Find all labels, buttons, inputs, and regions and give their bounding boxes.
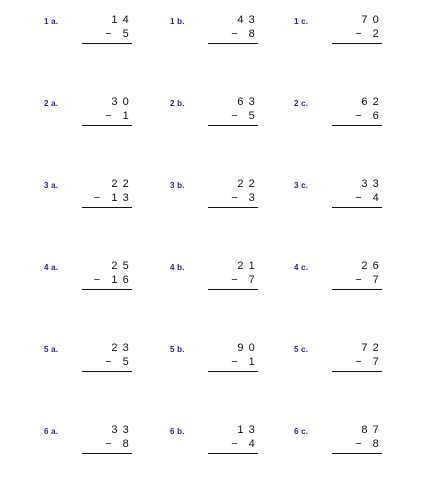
minus-sign: −	[105, 110, 112, 122]
answer-line	[82, 43, 132, 44]
subtrahend: 8	[248, 28, 260, 40]
answer-line	[82, 371, 132, 372]
problem-6b	[170, 426, 270, 466]
answer-line	[332, 371, 382, 372]
problem-1c	[294, 16, 394, 56]
problem-4a	[44, 262, 144, 302]
minus-sign: −	[231, 356, 238, 368]
subtrahend: 2	[372, 28, 384, 40]
minuend: 30	[111, 96, 134, 108]
answer-line	[82, 289, 132, 290]
subtrahend: 5	[248, 110, 260, 122]
subtrahend: 7	[248, 274, 260, 286]
problem-label: 6 b.	[170, 427, 185, 436]
problem-label: 5 a.	[44, 345, 59, 354]
minus-sign: −	[355, 356, 362, 368]
minuend: 87	[361, 424, 384, 436]
answer-line	[208, 207, 258, 208]
minuend: 90	[237, 342, 260, 354]
minuend: 26	[361, 260, 384, 272]
answer-line	[332, 289, 382, 290]
minus-sign: −	[105, 28, 112, 40]
minus-sign: −	[105, 356, 112, 368]
answer-line	[208, 453, 258, 454]
problem-label: 3 a.	[44, 181, 59, 190]
answer-line	[82, 453, 132, 454]
minuend: 62	[361, 96, 384, 108]
subtrahend: 1	[248, 356, 260, 368]
problem-6c	[294, 426, 394, 466]
problem-label: 2 a.	[44, 99, 59, 108]
minus-sign: −	[355, 28, 362, 40]
problem-3b	[170, 180, 270, 220]
minuend: 43	[237, 14, 260, 26]
subtrahend: 8	[372, 438, 384, 450]
problem-label: 1 a.	[44, 17, 59, 26]
problem-label: 1 c.	[294, 17, 309, 26]
answer-line	[208, 371, 258, 372]
minus-sign: −	[231, 110, 238, 122]
problem-label: 4 c.	[294, 263, 309, 272]
minuend: 23	[111, 342, 134, 354]
minuend: 13	[237, 424, 260, 436]
minuend: 33	[111, 424, 134, 436]
subtrahend: 7	[372, 356, 384, 368]
subtrahend: 13	[111, 192, 134, 204]
minus-sign: −	[231, 274, 238, 286]
problem-4b	[170, 262, 270, 302]
problem-label: 2 c.	[294, 99, 309, 108]
subtrahend: 6	[372, 110, 384, 122]
minuend: 63	[237, 96, 260, 108]
problem-5c	[294, 344, 394, 384]
problem-label: 2 b.	[170, 99, 185, 108]
subtrahend: 1	[122, 110, 134, 122]
answer-line	[208, 43, 258, 44]
problem-3c	[294, 180, 394, 220]
minus-sign: −	[231, 192, 238, 204]
answer-line	[332, 125, 382, 126]
minus-sign: −	[355, 192, 362, 204]
subtrahend: 8	[122, 438, 134, 450]
subtrahend: 5	[122, 356, 134, 368]
minus-sign: −	[231, 438, 238, 450]
problem-label: 1 b.	[170, 17, 185, 26]
minuend: 72	[361, 342, 384, 354]
answer-line	[332, 43, 382, 44]
problem-label: 6 c.	[294, 427, 309, 436]
subtrahend: 4	[248, 438, 260, 450]
problem-label: 4 a.	[44, 263, 59, 272]
minuend: 14	[111, 14, 134, 26]
minuend: 33	[361, 178, 384, 190]
problem-6a	[44, 426, 144, 466]
problem-label: 4 b.	[170, 263, 185, 272]
problem-4c	[294, 262, 394, 302]
problem-label: 5 c.	[294, 345, 309, 354]
minus-sign: −	[105, 438, 112, 450]
minus-sign: −	[231, 28, 238, 40]
problem-2c	[294, 98, 394, 138]
minus-sign: −	[93, 192, 101, 204]
problem-2b	[170, 98, 270, 138]
problem-label: 3 c.	[294, 181, 309, 190]
problem-2a	[44, 98, 144, 138]
answer-line	[332, 453, 382, 454]
minus-sign: −	[355, 110, 362, 122]
minuend: 22	[111, 178, 134, 190]
problem-label: 5 b.	[170, 345, 185, 354]
problem-1a	[44, 16, 144, 56]
subtrahend: 3	[248, 192, 260, 204]
problem-label: 3 b.	[170, 181, 185, 190]
answer-line	[82, 207, 132, 208]
subtrahend: 5	[122, 28, 134, 40]
answer-line	[208, 289, 258, 290]
problem-3a	[44, 180, 144, 220]
problem-5a	[44, 344, 144, 384]
subtrahend: 4	[372, 192, 384, 204]
minus-sign: −	[355, 438, 362, 450]
subtrahend: 16	[111, 274, 134, 286]
problem-1b	[170, 16, 270, 56]
minuend: 25	[111, 260, 134, 272]
problem-label: 6 a.	[44, 427, 59, 436]
answer-line	[82, 125, 132, 126]
subtrahend: 7	[372, 274, 384, 286]
answer-line	[208, 125, 258, 126]
minus-sign: −	[355, 274, 362, 286]
minuend: 22	[237, 178, 260, 190]
minus-sign: −	[93, 274, 101, 286]
minuend: 70	[361, 14, 384, 26]
problem-5b	[170, 344, 270, 384]
minuend: 21	[237, 260, 260, 272]
answer-line	[332, 207, 382, 208]
